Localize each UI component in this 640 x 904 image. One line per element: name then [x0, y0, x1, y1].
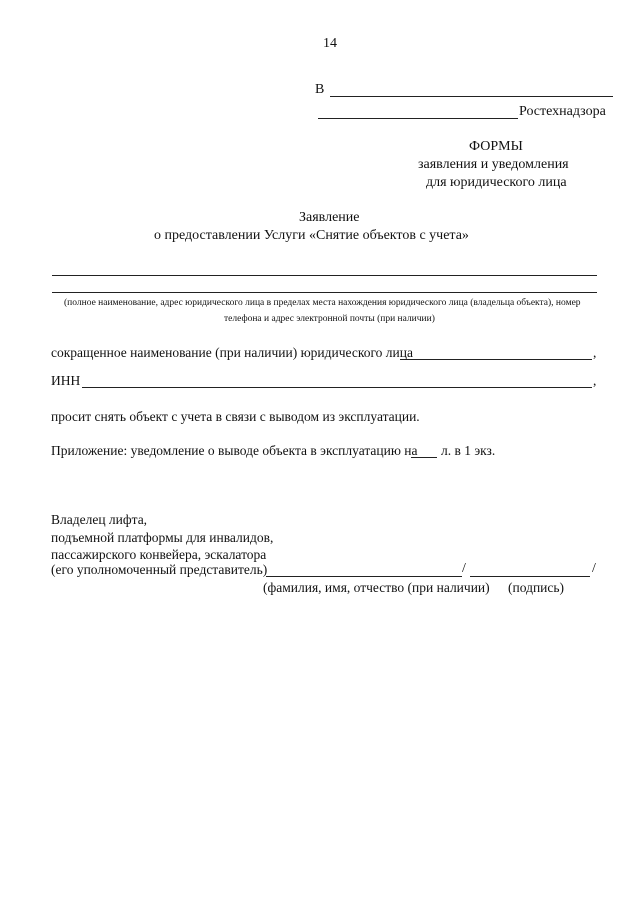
addressee-prefix: В: [315, 82, 325, 97]
page-number: 14: [323, 36, 337, 51]
short-name-comma: ,: [593, 345, 597, 360]
application-title: Заявление: [299, 210, 360, 225]
entity-name-line-2: [52, 292, 597, 293]
addressee-line-2: [318, 118, 518, 119]
owner-line-4: (его уполномоченный представитель): [51, 562, 268, 577]
caption-fio: (фамилия, имя, отчество (при наличии): [263, 580, 490, 595]
request-text: просит снять объект с учета в связи с выводом из эксплуатации.: [51, 409, 420, 424]
entity-caption-line-1: (полное наименование, адрес юридического лица в пределах места нахождения юридического лица (владельца объекта), номер: [64, 298, 581, 308]
entity-name-line-1: [52, 275, 597, 276]
forms-title: ФОРМЫ: [469, 139, 523, 154]
signature-slash-2: /: [592, 561, 596, 576]
attachment-sheets-line: [411, 457, 437, 458]
forms-line-1: заявления и уведомления: [418, 157, 569, 172]
forms-line-2: для юридического лица: [426, 175, 567, 190]
short-name-label: сокращенное наименование (при наличии) юридического лица: [51, 345, 413, 360]
inn-comma: ,: [593, 373, 597, 388]
attachment-text: Приложение: уведомление о выводе объекта в эксплуатацию на: [51, 443, 418, 458]
attachment-suffix: л. в 1 экз.: [441, 443, 496, 458]
owner-line-1: Владелец лифта,: [51, 512, 148, 527]
signature-line: [470, 576, 590, 577]
short-name-input-line: [400, 359, 592, 360]
caption-signature: (подпись): [508, 580, 565, 595]
entity-caption-line-2: телефона и адрес электронной почты (при наличии): [224, 314, 435, 324]
owner-line-3: пассажирского конвейера, эскалатора: [51, 547, 267, 562]
addressee-suffix: Ростехнадзора: [519, 104, 606, 119]
addressee-line-1: [330, 96, 613, 97]
application-subtitle: о предоставлении Услуги «Снятие объектов с учета»: [154, 228, 469, 243]
inn-input-line: [82, 387, 592, 388]
inn-label: ИНН: [51, 373, 81, 388]
signature-slash-1: /: [462, 561, 466, 576]
owner-line-2: подъемной платформы для инвалидов,: [51, 530, 274, 545]
fio-line: [266, 576, 462, 577]
